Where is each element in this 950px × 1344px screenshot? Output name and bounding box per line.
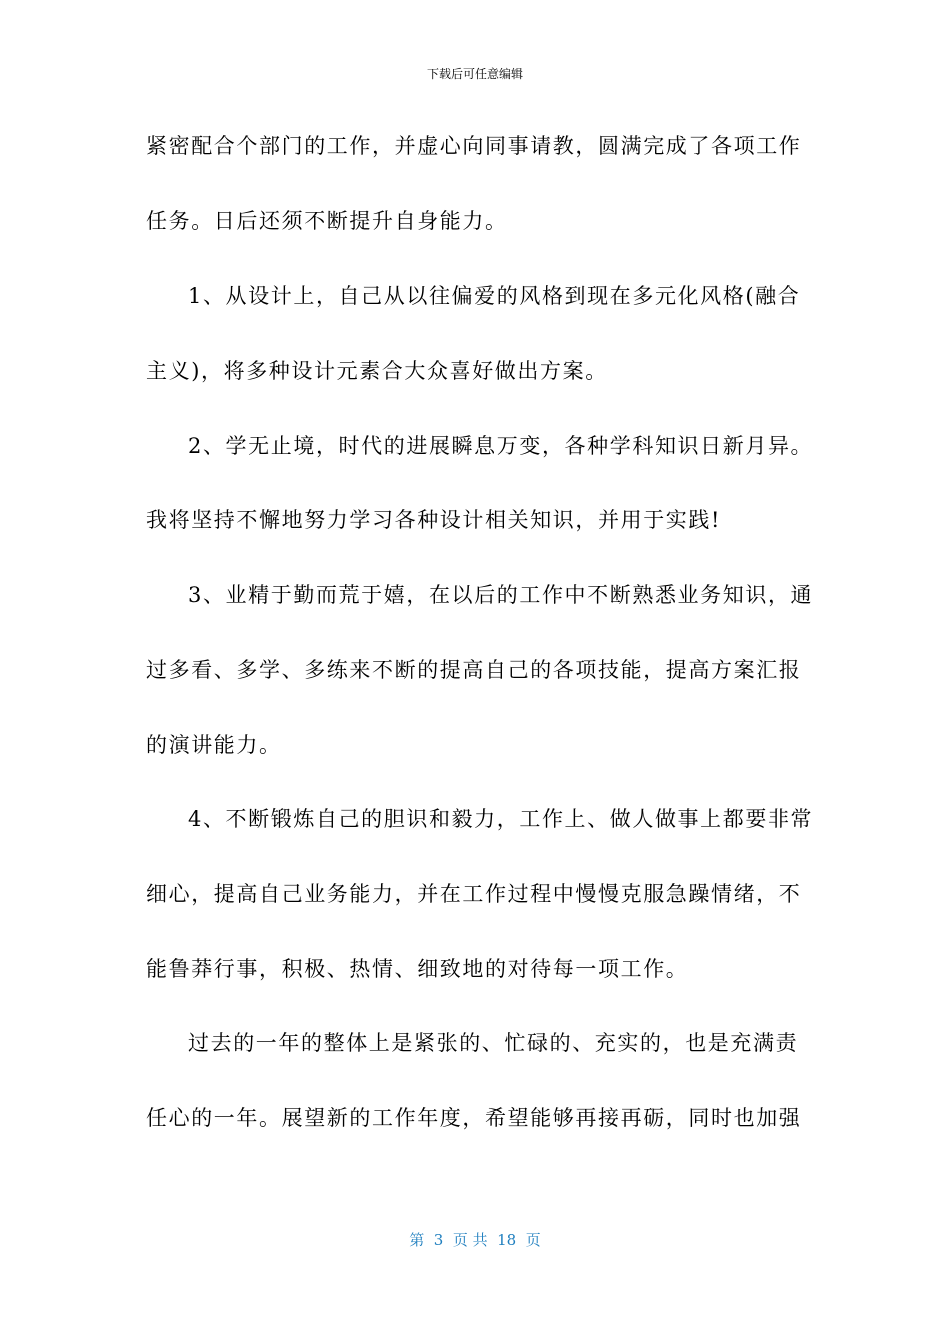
body-line-list-item-2: 2、学无止境，时代的进展瞬息万变，各种学科知识日新月异。 [188, 434, 814, 458]
body-line-list-item-1: 1、从设计上，自己从以往偏爱的风格到现在多元化风格(融合 [188, 284, 801, 308]
body-line-list-item-4: 4、不断锻炼自己的胆识和毅力，工作上、做人做事上都要非常 [188, 807, 814, 831]
body-line: 任务。日后还须不断提升自身能力。 [146, 209, 508, 233]
body-line: 我将坚持不懈地努力学习各种设计相关知识，并用于实践! [146, 508, 722, 532]
page-number-footer: 第 3 页 共 18 页 [409, 1231, 541, 1249]
body-line: 主义)，将多种设计元素合大众喜好做出方案。 [146, 359, 608, 383]
body-line: 细心，提高自己业务能力，并在工作过程中慢慢克服急躁情绪，不 [146, 882, 802, 906]
body-line: 紧密配合个部门的工作，并虚心向同事请教，圆满完成了各项工作 [146, 134, 802, 158]
page-header-note: 下载后可任意编辑 [426, 67, 523, 81]
body-line: 能鲁莽行事，积极、热情、细致地的对待每一项工作。 [146, 957, 689, 981]
body-line: 过多看、多学、多练来不断的提高自己的各项技能，提高方案汇报 [146, 658, 802, 682]
body-line: 的演讲能力。 [146, 733, 282, 757]
body-line: 任心的一年。展望新的工作年度，希望能够再接再砺，同时也加强 [146, 1106, 802, 1130]
body-line-list-item-3: 3、业精于勤而荒于嬉，在以后的工作中不断熟悉业务知识，通 [188, 583, 814, 607]
body-line-paragraph-start: 过去的一年的整体上是紧张的、忙碌的、充实的，也是充满责 [188, 1031, 799, 1055]
